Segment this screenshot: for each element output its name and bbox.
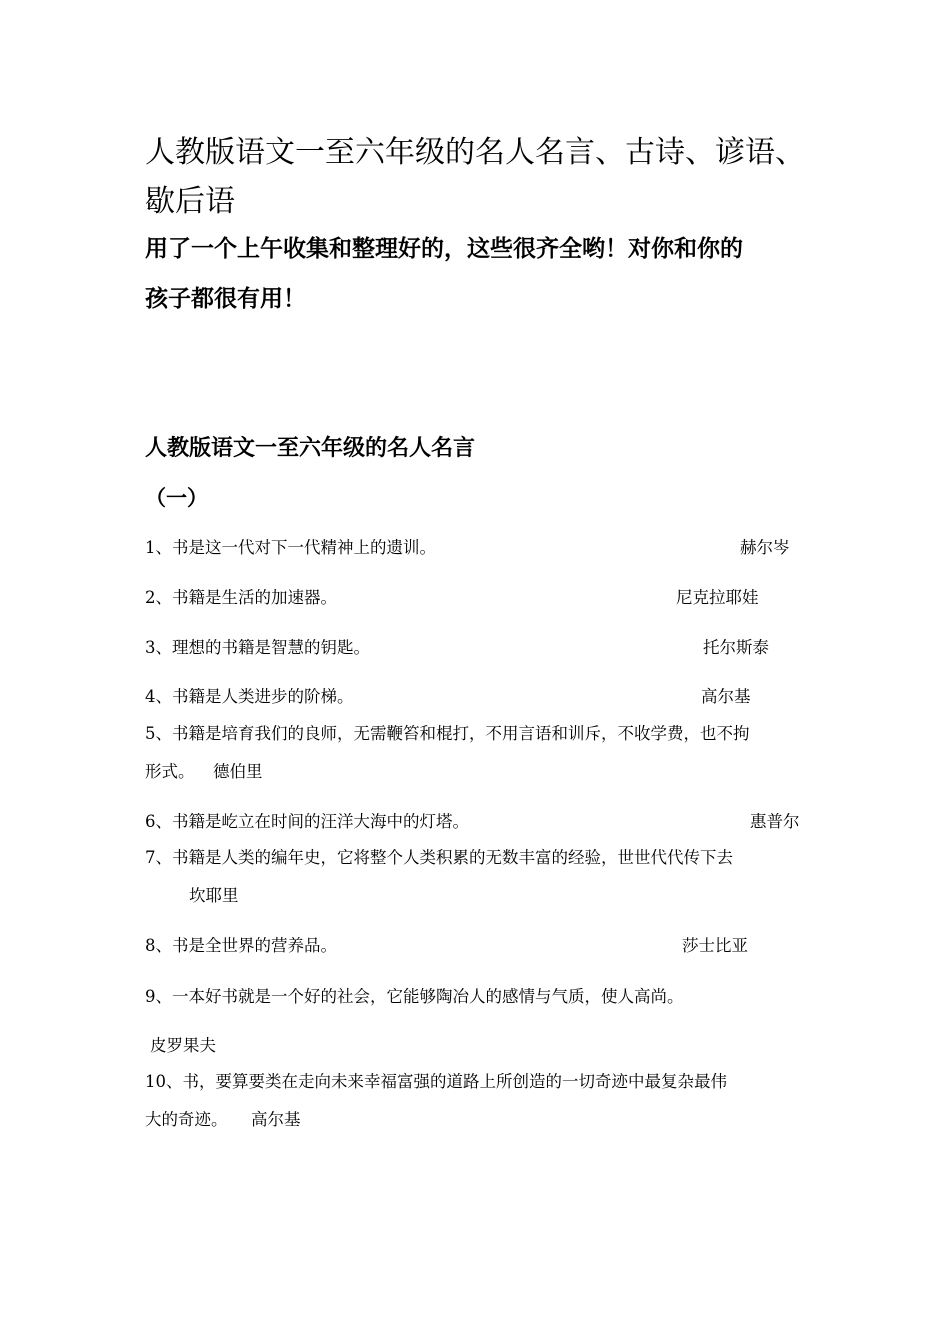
quote-author: 坎耶里: [189, 886, 239, 905]
quote-author: 皮罗果夫: [150, 1036, 216, 1055]
quote-text: 8、书是全世界的营养品。: [145, 936, 337, 955]
quote-text: 7、书籍是人类的编年史，它将整个人类积累的无数丰富的经验，世世代代传下去: [145, 848, 733, 867]
quote-text: 10、书，要算要类在走向未来幸福富强的道路上所创造的一切奇迹中最复杂最伟: [145, 1072, 727, 1091]
quote-author: 德伯里: [213, 762, 263, 781]
document-title-line-2: 歇后语: [145, 184, 235, 219]
quote-author: 莎士比亚: [682, 936, 748, 955]
section-heading: 人教版语文一至六年级的名人名言: [145, 436, 476, 461]
quote-text: 1、书是这一代对下一代精神上的遗训。: [145, 538, 436, 557]
quote-text-continued: 形式。: [145, 762, 195, 781]
quote-author: 赫尔岑: [740, 538, 790, 557]
quote-text: 6、书籍是屹立在时间的汪洋大海中的灯塔。: [145, 812, 469, 831]
quote-text: 9、一本好书就是一个好的社会，它能够陶冶人的感情与气质，使人高尚。: [145, 987, 684, 1006]
quote-author: 高尔基: [701, 687, 751, 706]
quote-author: 惠普尔: [750, 812, 800, 831]
subtitle-line-2: 孩子都很有用！: [145, 286, 306, 312]
quote-text: 5、书籍是培育我们的良师，无需鞭笞和棍打，不用言语和训斥，不收学费，也不拘: [145, 724, 750, 743]
quote-text-continued: 大的奇迹。: [145, 1110, 228, 1129]
quote-text: 2、书籍是生活的加速器。: [145, 588, 337, 607]
quote-author: 高尔基: [251, 1110, 301, 1129]
quote-text: 3、理想的书籍是智慧的钥匙。: [145, 638, 370, 657]
quote-text: 4、书籍是人类进步的阶梯。: [145, 687, 354, 706]
quote-author: 托尔斯泰: [703, 638, 769, 657]
quote-author: 尼克拉耶娃: [676, 588, 759, 607]
subtitle-line-1: 用了一个上午收集和整理好的，这些很齐全哟！对你和你的: [145, 236, 743, 262]
part-heading: （一）: [145, 486, 208, 510]
document-title-line-1: 人教版语文一至六年级的名人名言、古诗、谚语、: [145, 135, 805, 170]
